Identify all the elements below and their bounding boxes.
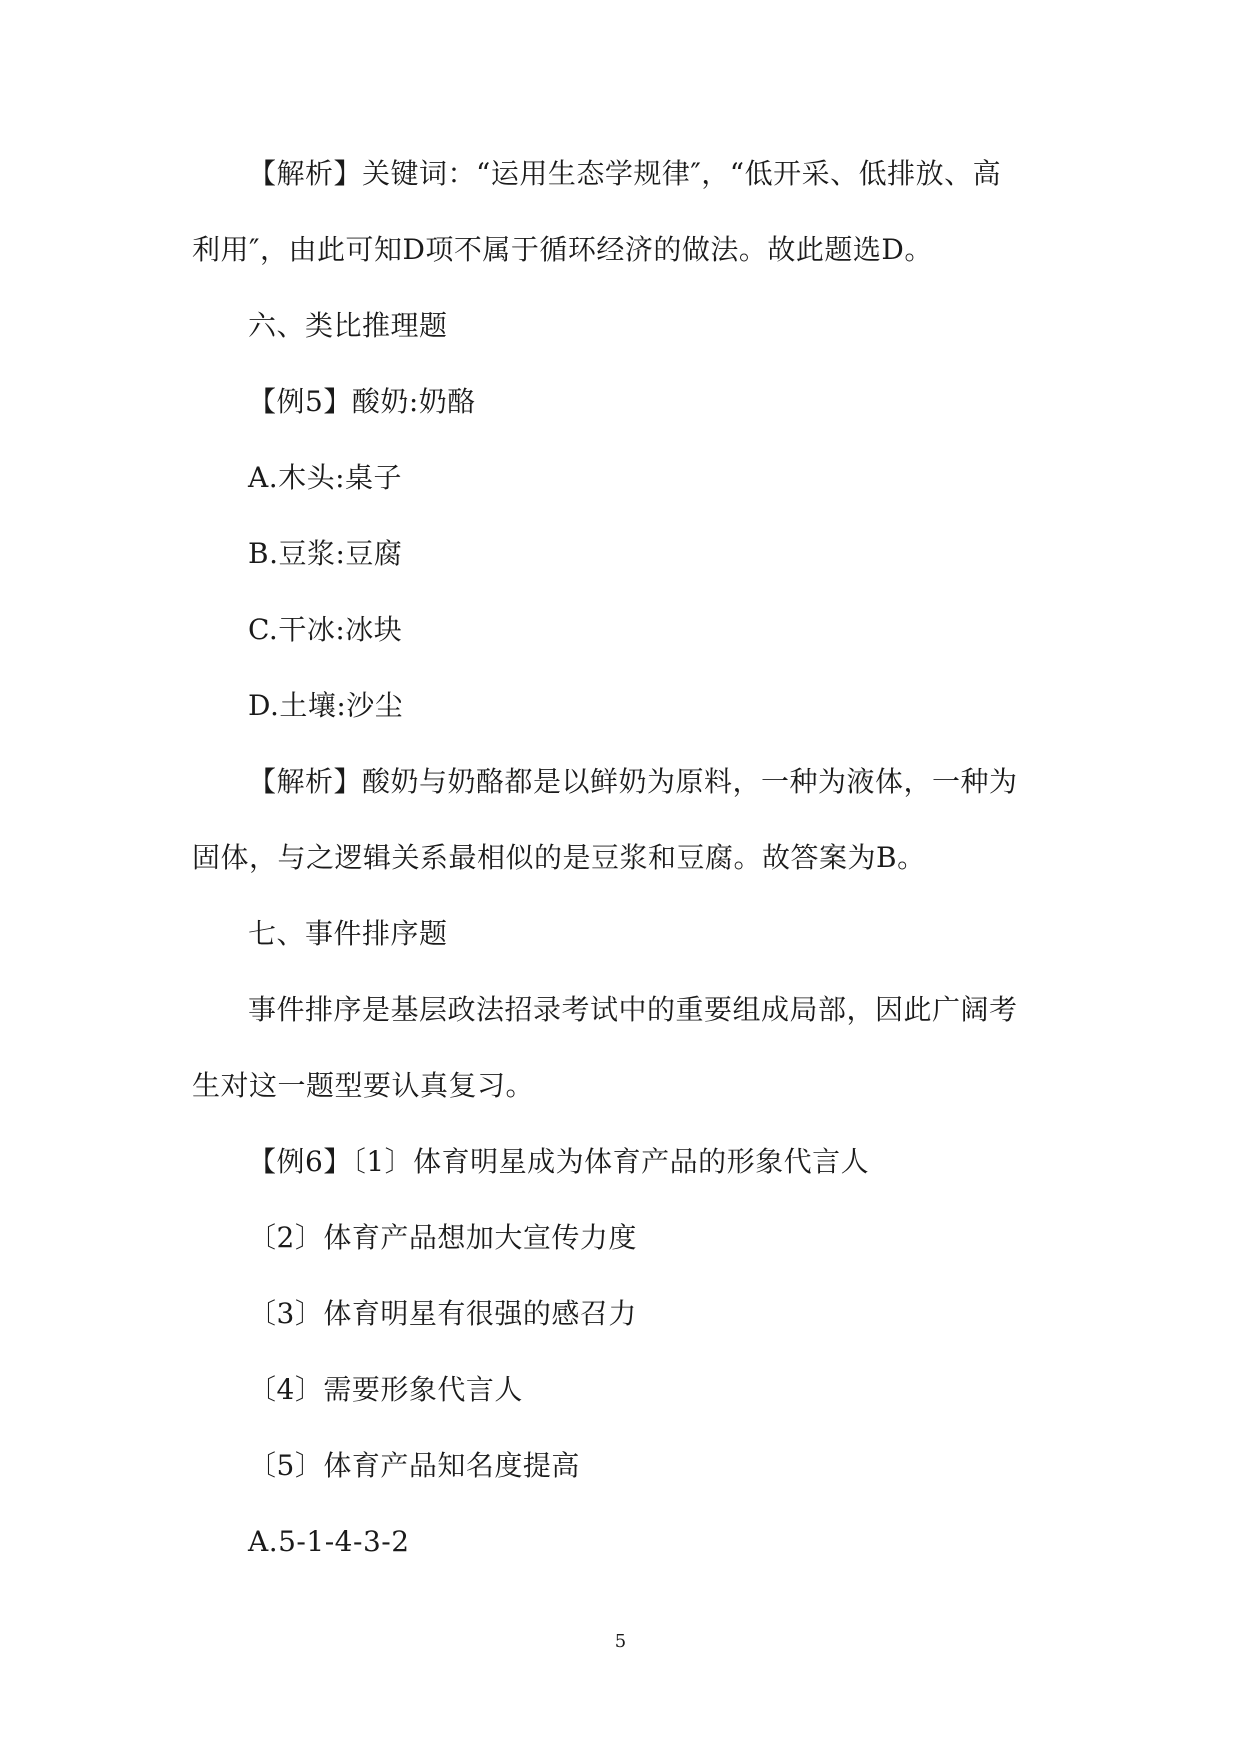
example-5-option-a: A.木头:桌子 bbox=[248, 461, 403, 494]
intro-paragraph-line-2: 生对这一题型要认真复习。 bbox=[192, 1069, 535, 1102]
example-6-item-1: 【例6】〔1〕体育明星成为体育产品的形象代言人 bbox=[248, 1145, 870, 1178]
intro-paragraph-line-1: 事件排序是基层政法招录考试中的重要组成局部，因此广阔考 bbox=[248, 993, 1018, 1026]
section-heading-event-ordering: 七、事件排序题 bbox=[248, 917, 448, 950]
example-5-option-c: C.干冰:冰块 bbox=[248, 613, 403, 646]
example-6-item-5: 〔5〕体育产品知名度提高 bbox=[248, 1449, 580, 1482]
analysis-paragraph-1-line-1: 【解析】关键词：“运用生态学规律″，“低开采、低排放、高 bbox=[248, 157, 1002, 190]
example-5-option-d: D.土壤:沙尘 bbox=[248, 689, 404, 722]
analysis-paragraph-1-line-2: 利用″，由此可知D项不属于循环经济的做法。故此题选D。 bbox=[192, 233, 933, 266]
example-6-item-2: 〔2〕体育产品想加大宣传力度 bbox=[248, 1221, 637, 1254]
analysis-paragraph-2-line-2: 固体，与之逻辑关系最相似的是豆浆和豆腐。故答案为B。 bbox=[192, 841, 926, 874]
example-5-option-b: B.豆浆:豆腐 bbox=[248, 537, 403, 570]
example-6-option-a: A.5-1-4-3-2 bbox=[248, 1525, 410, 1558]
section-heading-analogy: 六、类比推理题 bbox=[248, 309, 448, 342]
analysis-paragraph-2-line-1: 【解析】酸奶与奶酪都是以鲜奶为原料，一种为液体，一种为 bbox=[248, 765, 1018, 798]
example-6-item-4: 〔4〕需要形象代言人 bbox=[248, 1373, 523, 1406]
example-6-item-3: 〔3〕体育明星有很强的感召力 bbox=[248, 1297, 637, 1330]
page-number: 5 bbox=[614, 1631, 627, 1652]
example-5-question: 【例5】酸奶:奶酪 bbox=[248, 385, 476, 418]
